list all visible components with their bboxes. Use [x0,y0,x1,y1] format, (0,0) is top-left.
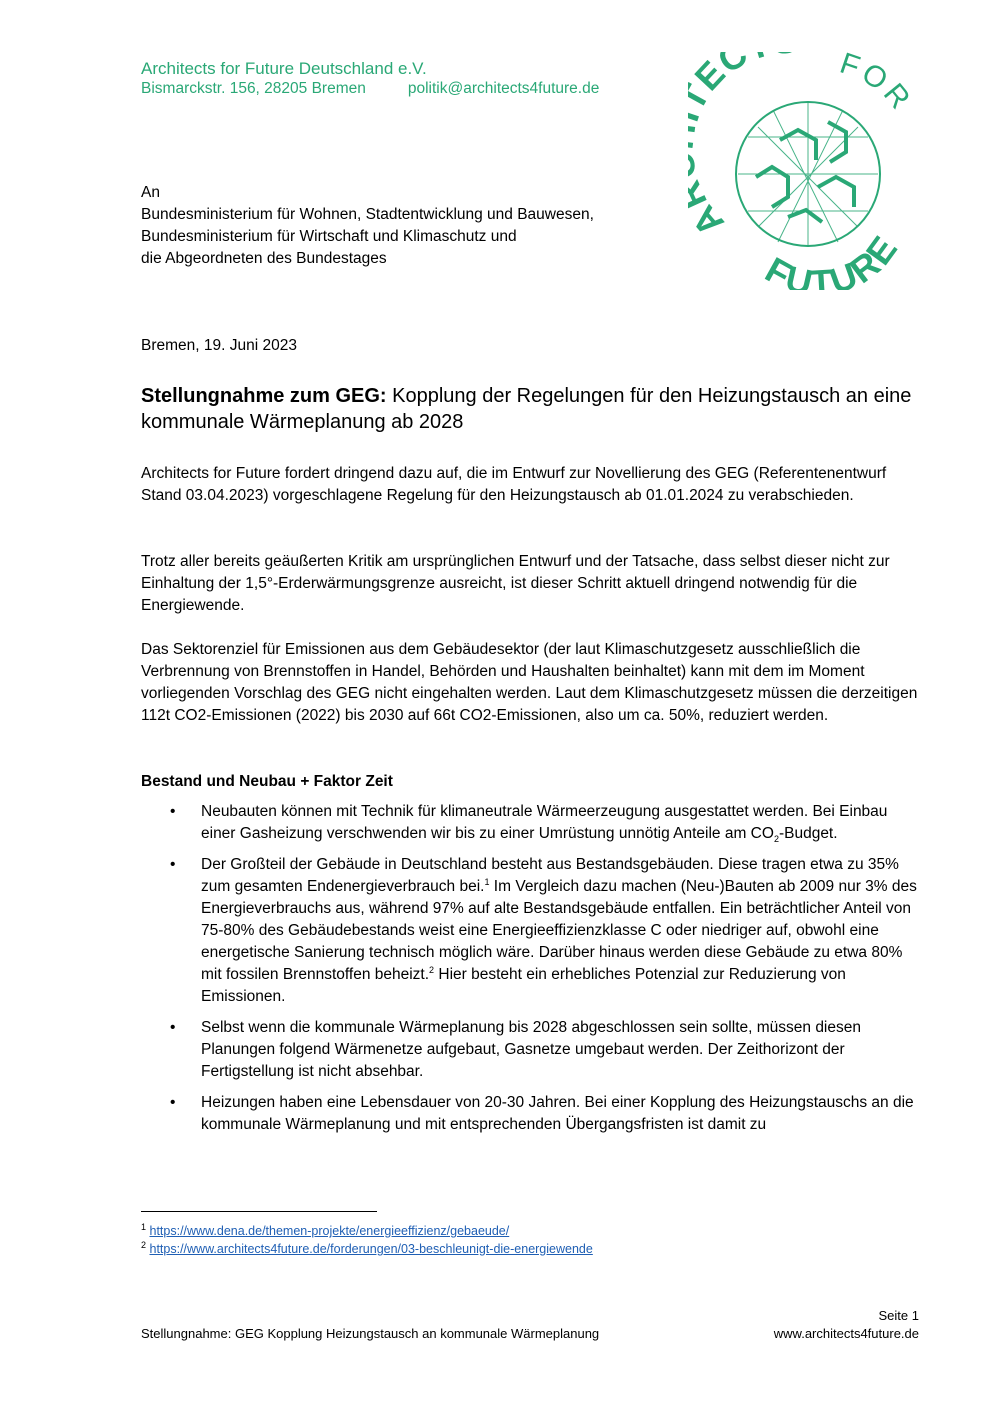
footnote [141,1241,593,1257]
bullet-text: Heizungen haben eine Lebensdauer von 20-30 Jahren. Bei einer Kopplung des Heizungstauschs an die kommunale Wärmeplanung und mit entsprechenden Übergangsfristen ist damit zu [201,1094,914,1133]
footnote-link[interactable]: https://www.architects4future.de/forderungen/03-beschleunigt-die-energiewende [149,1242,593,1256]
paragraph: Das Sektorenziel für Emissionen aus dem Gebäudesektor (der laut Klimaschutzgesetz ausschließlich die Verbrennung von Brennstoffen in Handel, Behörden und Haushalten beinhaltet) kann mit dem im Moment vorliegenden Vorschlag des GEG nicht eingehalten werden. Laut dem Klimaschutzgesetz müssen die derzeitigen 112t CO2-Emissionen (2022) bis 2030 auf 66t CO2-Emissionen, also um ca. 50%, reduziert werden. [141,641,918,724]
bullet-icon: • [170,1094,176,1111]
bullet-text: Im Vergleich dazu machen (Neu-)Bauten ab 2009 nur 3% des Energieverbrauchs aus, während 97% auf alte Bestandsgebäude entfallen. Ein beträchtlicher Anteil von 75-80% des Gebäudebestands weist eine Energieeffizienzklasse C oder niedriger auf, obwohl eine energetische Sanierung technisch möglich wäre. Darüber hinaus werden diese Gebäude zu etwa 80% mit fossilen Brennstoffen beheizt. [201,878,917,983]
recipient-line: Bundesministerium für Wohnen, Stadtentwicklung und Bauwesen, [141,206,594,223]
bullet-icon: • [170,1019,176,1036]
section-heading: Bestand und Neubau + Faktor Zeit [141,773,393,790]
bullet-text: -Budget. [778,825,838,842]
logo-svg [688,52,920,290]
architects-for-future-logo [688,52,920,290]
footnote-number: 2 [141,1239,147,1250]
recipient-line: die Abgeordneten des Bundestages [141,250,387,267]
bullet-text: Hier besteht ein erhebliches Potenzial zur Reduzierung von Emissionen. [201,966,846,1005]
sender-address-line [141,80,599,98]
list-item [141,854,923,1008]
globe-icon [736,102,880,246]
footer-website: www.architects4future.de [773,1326,919,1341]
logo-word-top: EC [688,52,755,99]
title-rest: Kopplung der Regelungen für den Heizungstausch an eine kommunale Wärmeplanung ab 2028 [141,385,912,433]
footer-title: Stellungnahme: GEG Kopplung Heizungstausch an kommunale Wärmeplanung [141,1326,600,1341]
letter-date: Bremen, 19. Juni 2023 [141,337,297,354]
subscript: 2 [773,834,779,845]
bullet-list [141,801,923,1145]
page-number: Seite 1 [878,1308,919,1323]
recipient-line: An [141,184,160,201]
sender-address: Bismarckstr. 156, 28205 Bremen [141,80,366,97]
logo-word-bottom: FUTURE [758,227,907,290]
document-title [141,383,931,435]
bullet-text: Der Großteil der Gebäude in Deutschland besteht aus Bestandsgebäuden. Diese tragen etwa zu 35% zum gesamten Endenergieverbrauch bei. [201,856,899,895]
footnote-number: 1 [141,1221,147,1232]
recipient-block [141,182,594,270]
list-item [141,801,923,845]
paragraph: Architects for Future fordert dringend dazu auf, die im Entwurf zur Novellierung des GEG (Referentenentwurf Stand 03.04.2023) vorgeschlagene Regelung für den Heizungstausch ab 01.01.2024 zu verabschieden. [141,465,887,504]
recipient-line: Bundesministerium für Wirtschaft und Klimaschutz und [141,228,517,245]
bullet-icon: • [170,803,176,820]
list-item [141,1092,923,1136]
logo-word-for: FOR [835,52,919,119]
footnote-link[interactable]: https://www.dena.de/themen-projekte/energieeffizienz/gebaeude/ [149,1224,510,1238]
list-item [141,1017,923,1083]
bullet-icon: • [170,856,176,873]
bullet-text: Selbst wenn die kommunale Wärmeplanung bis 2028 abgeschlossen sein sollte, müssen diesen Planungen folgend Wärmenetze aufgebaut, Gasnetze umgebaut werden. Der Zeithorizont der Fertigstellung ist nicht absehbar. [201,1019,861,1080]
footnote-ref[interactable]: 2 [429,964,435,975]
bullet-text: Neubauten können mit Technik für klimaneutrale Wärmeerzeugung ausgestattet werden. Bei Einbau einer Gasheizung verschwenden wir bis zu einer Umrüstung unnötig Anteile am CO [201,803,888,842]
paragraph: Trotz aller bereits geäußerten Kritik am ursprünglichen Entwurf und der Tatsache, dass selbst dieser nicht zur Einhaltung der 1,5°-Erderwärmungsgrenze ausreicht, ist dieser Schritt aktuell dringend notwendig für die Energiewende. [141,553,890,614]
title-bold: Stellungnahme zum GEG: [141,385,387,407]
footnote-ref[interactable]: 1 [484,876,490,887]
footnote-divider [141,1211,377,1212]
sender-name: Architects for Future Deutschland e.V. [141,59,427,78]
sender-email: politik@architects4future.de [407,80,600,97]
footnote [141,1223,509,1239]
